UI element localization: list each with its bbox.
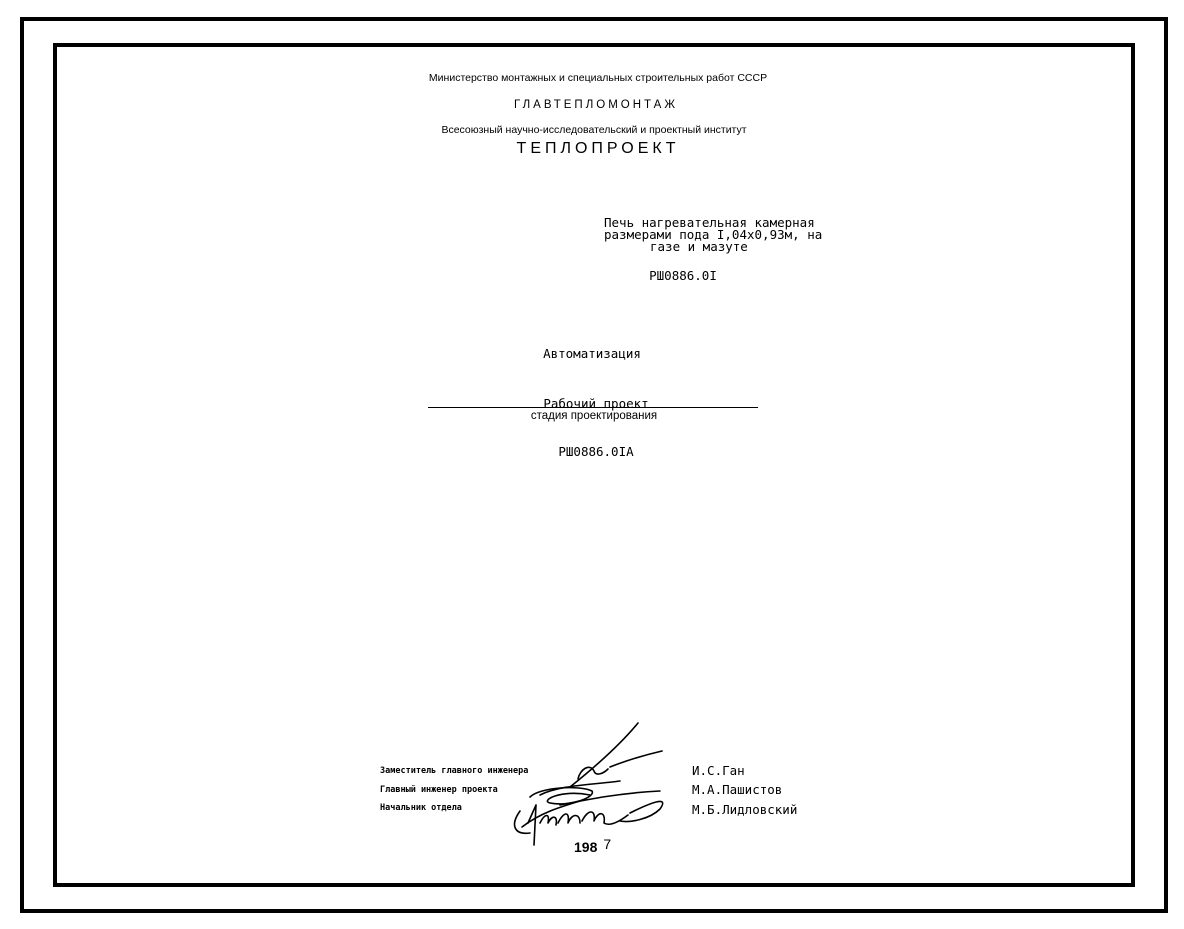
object-title-line2: размерами пода I,04x0,93м, на xyxy=(604,227,823,242)
signature-name-2: М.А.Пашистов xyxy=(692,782,783,797)
object-title-line3: газе и мазуте xyxy=(650,239,748,254)
year-prefix: 198 xyxy=(574,839,598,855)
section-name: Автоматизация xyxy=(543,346,641,361)
signature-title-3: Начальник отдела xyxy=(380,803,462,813)
handwritten-signatures xyxy=(500,715,700,855)
signature-name-3: М.Б.Лидловский xyxy=(692,802,798,817)
object-title xyxy=(604,217,822,253)
document-code: РШ0886.0IА xyxy=(558,444,634,459)
institute-description: Всесоюзный научно-исследовательский и проектный институт xyxy=(441,124,747,136)
ministry-name: Министерство монтажных и специальных строительных работ СССР xyxy=(428,72,768,84)
institute-name: ТЕПЛОПРОЕКТ xyxy=(516,140,680,157)
object-code: РШ0886.0I xyxy=(649,268,717,283)
stage-caption: стадия проектирования xyxy=(530,410,658,422)
stage-name: Рабочий проект xyxy=(543,396,649,411)
trust-name: ГЛАВТЕПЛОМОНТАЖ xyxy=(514,99,678,111)
signature-title-2: Главный инженер проекта xyxy=(380,785,498,795)
year-digit: 7 xyxy=(603,836,612,852)
signature-name-1: И.С.Ган xyxy=(692,763,745,778)
object-title-line1: Печь нагревательная камерная xyxy=(604,215,815,230)
signature-title-1: Заместитель главного инженера xyxy=(380,766,529,776)
year xyxy=(574,836,612,855)
